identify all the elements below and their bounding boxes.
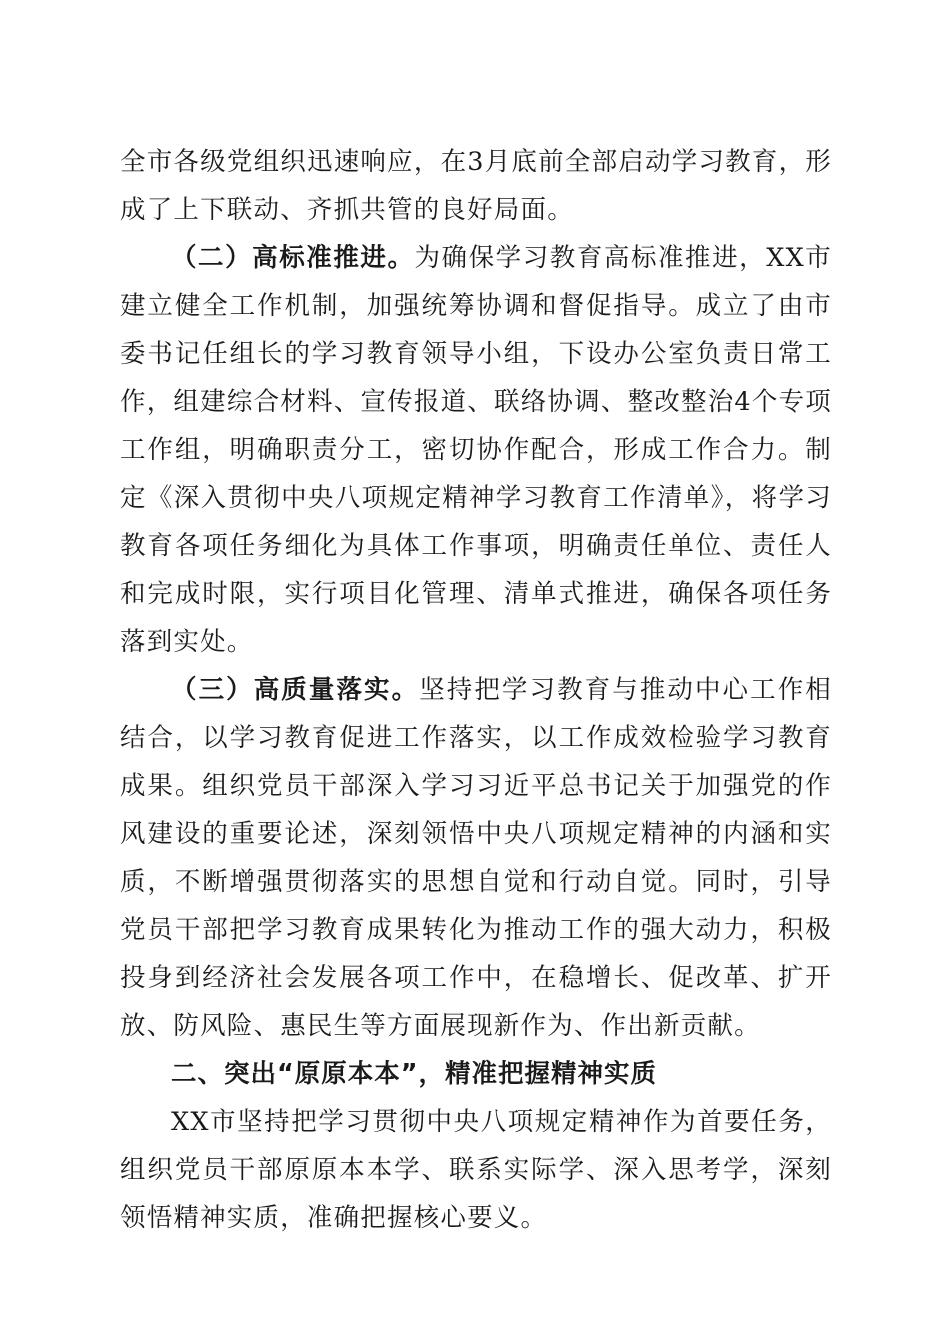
paragraph-text: 全市各级党组织迅速响应，在3月底前全部启动学习教育，形成了上下联动、齐抓共管的良好局面。 — [120, 147, 832, 225]
paragraph-high-quality — [120, 666, 832, 1050]
document-body — [120, 138, 832, 1242]
subsection-heading-high-quality: （三）高质量落实。 — [171, 675, 420, 705]
paragraph-text: 坚持把学习教育与推动中心工作相结合，以学习教育促进工作落实，以工作成效检验学习教育成果。组织党员干部深入学习习近平总书记关于加强党的作风建设的重要论述，深刻领悟中央八项规定精神的内涵和实质，不断增强贯彻落实的思想自觉和行动自觉。同时，引导党员干部把学习教育成果转化为推动工作的强大动力，积极投身到经济社会发展各项工作中，在稳增长、促改革、扩开放、防风险、惠民生等方面展现新作为、作出新贡献。 — [120, 675, 832, 1041]
paragraph-closing: XX市坚持把学习贯彻中央八项规定精神作为首要任务，组织党员干部原原本本学、联系实际学、深入思考学，深刻领悟精神实质，准确把握核心要义。 — [120, 1107, 832, 1233]
section-heading: 二、突出“原原本本”，精准把握精神实质 — [171, 1059, 658, 1089]
subsection-heading-high-standard: （二）高标准推进。 — [171, 243, 415, 273]
paragraph-continuation — [120, 138, 832, 234]
paragraph-text: 为确保学习教育高标准推进，XX市建立健全工作机制，加强统筹协调和督促指导。成立了由市委书记任组长的学习教育领导小组，下设办公室负责日常工作，组建综合材料、宣传报道、联络协调、整改整治4个专项工作组，明确职责分工，密切协作配合，形成工作合力。制定《深入贯彻中央八项规定精神学习教育工作清单》，将学习教育各项任务细化为具体工作事项，明确责任单位、责任人和完成时限，实行项目化管理、清单式推进，确保各项任务落到实处。 — [120, 243, 832, 657]
paragraph-high-standard — [120, 234, 832, 666]
